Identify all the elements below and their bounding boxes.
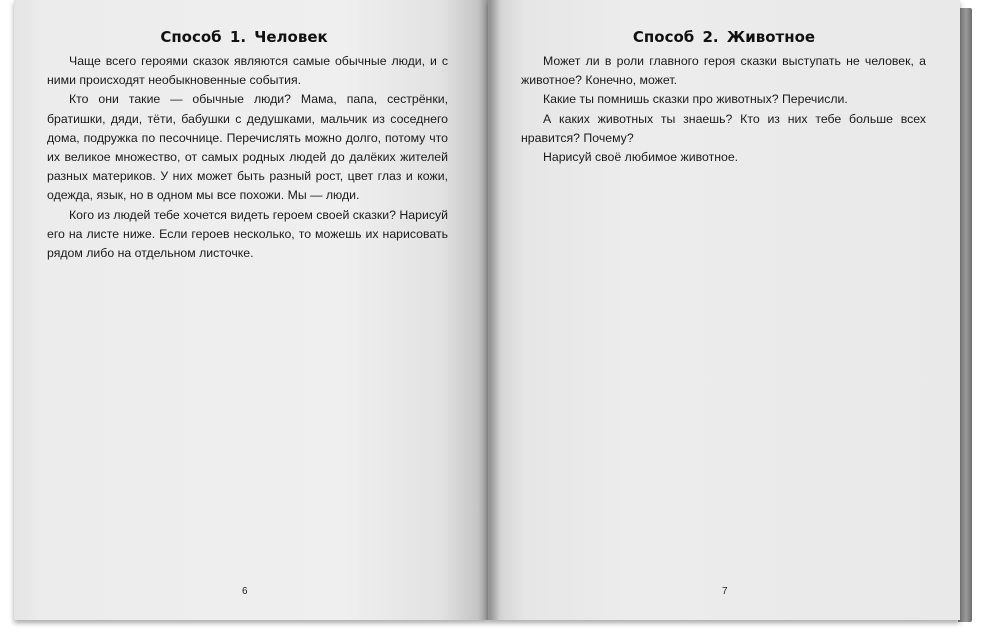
right-page-number: 7 [722,586,728,597]
left-page-title: Способ 1. Человек [160,28,328,46]
right-page-title: Способ 2. Животное [632,28,816,46]
right-paragraph-2: Какие ты помнишь сказки про животных? Перечисли. [543,92,848,107]
left-page-body [47,52,448,263]
left-paragraph-1: Чаще всего героями сказок являются самые обычные люди, и с ними происходят необыкновенные события. [47,54,448,88]
left-paragraph-3: Кого из людей тебе хочется видеть героем своей сказки? Нарисуй его на листе ниже. Если героев несколько, то можешь их нарисовать рядом либо на отдельном листочке. [47,207,448,261]
back-cover-edge [958,8,972,622]
right-paragraph-3: А каких животных ты знаешь? Кто из них тебе больше всех нравится? Почему? [521,111,926,145]
right-paragraph-1: Может ли в роли главного героя сказки выступать не человек, а животное? Конечно, может. [521,54,926,88]
book-spine-shadow [478,0,500,620]
left-page-number: 6 [242,586,248,597]
right-paragraph-4: Нарисуй своё любимое животное. [543,150,739,165]
left-paragraph-2: Кто они такие — обычные люди? Мама, папа, сестрёнки, братишки, дяди, тёти, бабушки с дедушками, мальчик из соседнего дома, подружка по песочнице. Перечислять можно долго, потому что их великое множество, от самых родных людей до далёких жителей разных материков. У них может быть разный рост, цвет глаз и кожи, одежда, язык, но в одном мы все похожи. Мы — люди. [47,92,448,203]
left-page [14,0,488,620]
right-page [488,0,960,620]
right-page-body [521,52,926,167]
